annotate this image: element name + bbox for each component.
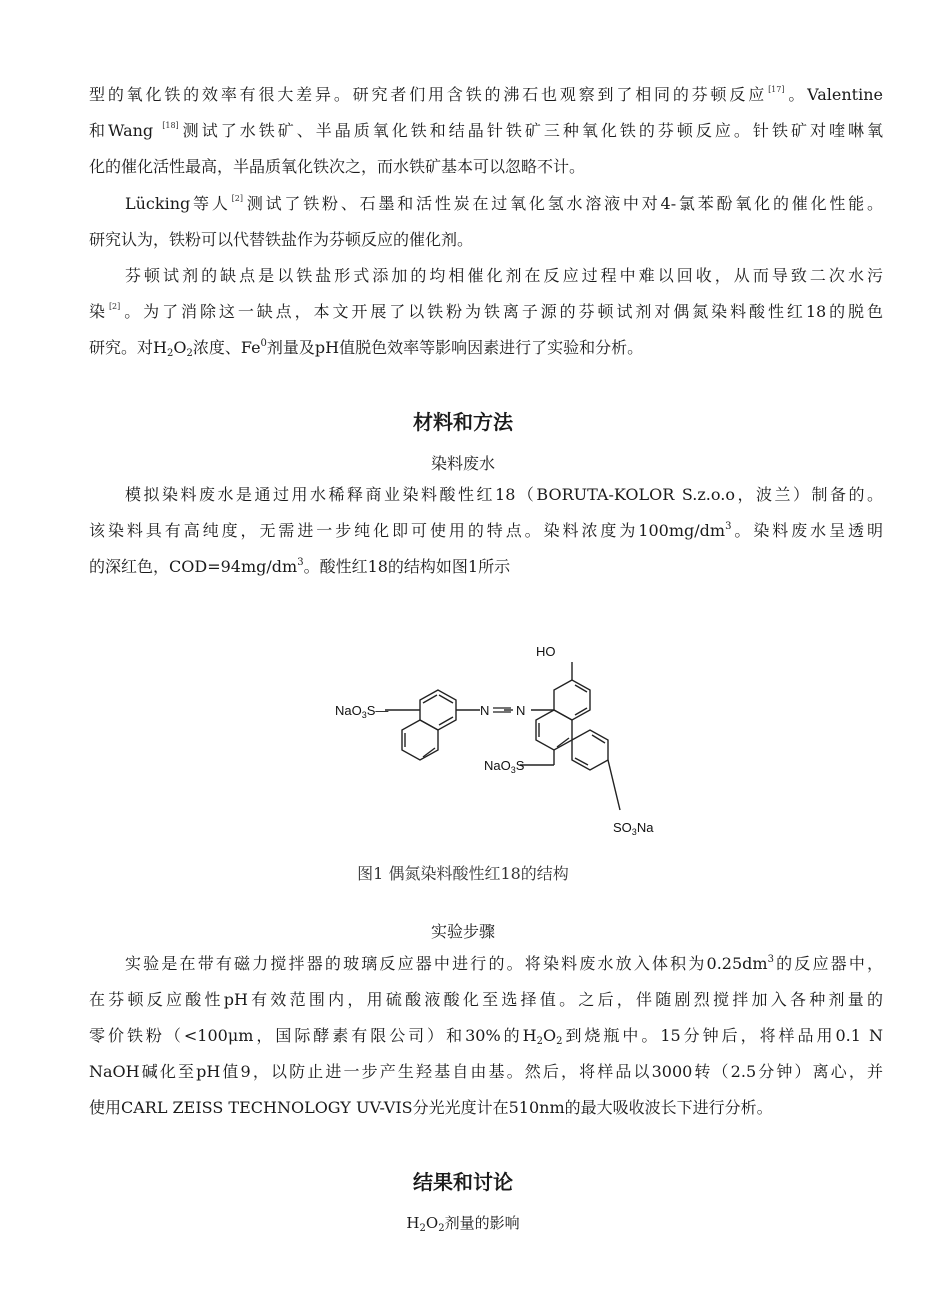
text-line: NaOH碱化至pH值9，以防止进一步产生羟基自由基。然后，将样品以3000转（2.5分钟）离心，并 [89,1062,883,1081]
text-line: 的深红色，$COD=94mg/dm^3$。酸性红18的结构如图1所示 [89,557,511,576]
citation-ref[interactable]: [2] [108,302,121,311]
label-naso3-left: NaO$_3$S— [335,703,389,720]
subsection-heading-procedure: 实验步骤 [430,922,495,941]
text-line: 零价铁粉（<100μm，国际酵素有限公司）和30%的$H_2O_2$到烧瓶中。15分钟后，将样品用0.1 N [89,1026,883,1047]
acid-red-18-structure-figure [330,632,670,847]
subsection-heading-dye-wastewater: 染料废水 [430,454,495,473]
paragraph-intro-3 [89,258,883,366]
text-line: 和Wang [18]测试了水铁矿、半晶质氧化铁和结晶针铁矿三种氧化铁的芬顿反应。针铁矿对喹啉氧 [89,121,883,140]
text-line: 研究。对$H_2O_2$浓度、Fe$^0$剂量及pH值脱色效率等影响因素进行了实验和分析。 [89,338,644,359]
text-line: 在芬顿反应酸性pH有效范围内，用硫酸液酸化至选择值。之后，伴随剧烈搅拌加入各种剂量的 [89,990,883,1009]
paragraph-methods-2 [89,946,883,1126]
label-naso3-mid: NaO$_3$S [484,758,525,775]
label-ho: HO [536,644,556,659]
label-so3na: $SO_3Na$ [613,820,654,837]
citation-ref[interactable]: [17] [768,85,785,94]
paragraph-methods-1 [89,477,883,585]
text-line: 该染料具有高纯度，无需进一步纯化即可使用的特点。染料浓度为$100mg/dm^3$。染料废水呈透明 [89,521,883,540]
section-heading-methods: 材料和方法 [413,410,513,434]
text-line: Lücking等人[2]测试了铁粉、石墨和活性炭在过氧化氢水溶液中对4-氯苯酚氧化的催化性能。 [125,194,883,213]
figure-caption: 图1 偶氮染料酸性红18的结构 [357,864,569,883]
citation-ref[interactable]: [18] [162,121,179,130]
text-line: 实验是在带有磁力搅拌器的玻璃反应器中进行的。将染料废水放入体积为$0.25dm^3$的反应器中， [125,954,883,973]
text-line: 化的催化活性最高，半晶质氧化铁次之，而水铁矿基本可以忽略不计。 [89,157,586,176]
molecule-bonds [385,662,620,810]
text-line: 染[2]。为了消除这一缺点，本文开展了以铁粉为铁离子源的芬顿试剂对偶氮染料酸性红18的脱色 [89,302,883,321]
molecule-labels [335,644,654,837]
paragraph-intro-2 [89,186,883,258]
label-azo-n2: N [516,703,526,718]
label-azo: N [480,703,490,718]
text-line: 芬顿试剂的缺点是以铁盐形式添加的均相催化剂在反应过程中难以回收，从而导致二次水污 [125,266,883,285]
text-line: 型的氧化铁的效率有很大差异。研究者们用含铁的沸石也观察到了相同的芬顿反应[17]。Valentine [89,85,883,104]
text-line: 研究认为，铁粉可以代替铁盐作为芬顿反应的催化剂。 [89,230,474,249]
citation-ref[interactable]: [2] [231,194,244,203]
paragraph-intro-1 [89,77,883,185]
text-line: 使用CARL ZEISS TECHNOLOGY UV-VIS分光光度计在510nm的最大吸收波长下进行分析。 [89,1098,773,1117]
section-heading-results: 结果和讨论 [413,1170,513,1194]
text-line: 模拟染料废水是通过用水稀释商业染料酸性红18（BORUTA-KOLOR S.z.o.o，波兰）制备的。 [125,485,883,504]
subsection-heading-h2o2-dose: $H_2O_2$剂量的影响 [406,1214,520,1234]
